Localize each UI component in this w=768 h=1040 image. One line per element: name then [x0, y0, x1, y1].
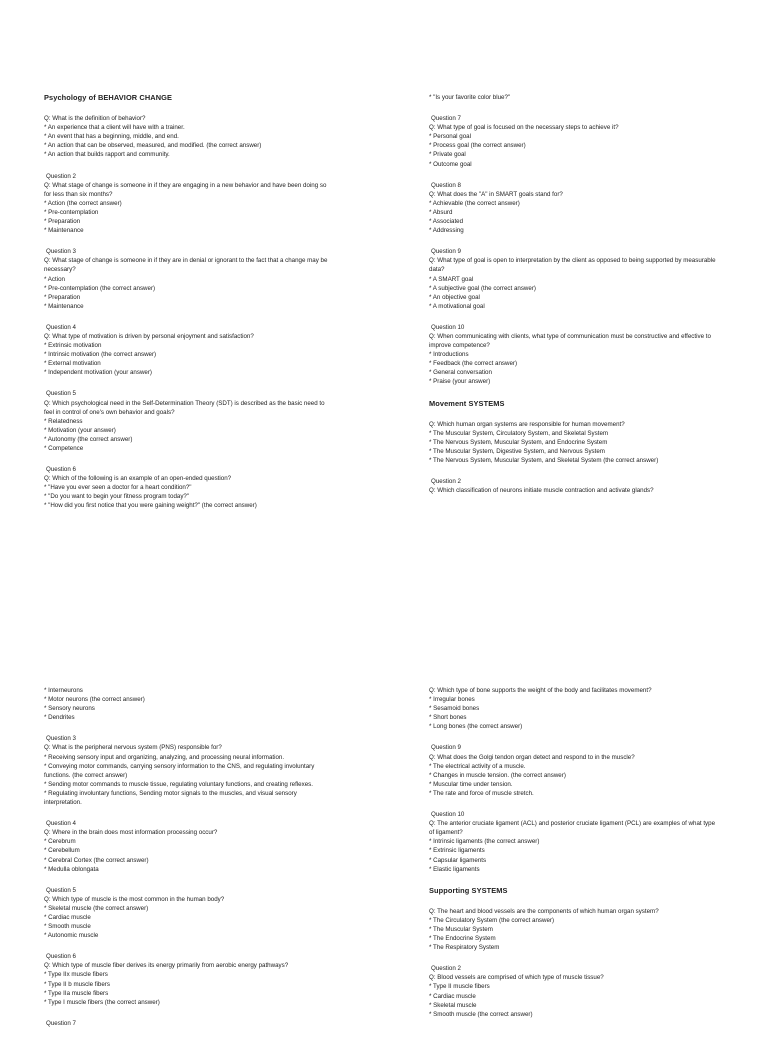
question-text: Q: What does the Golgi tendon organ detect and respond to in the muscle?	[429, 753, 635, 761]
question-text: Q: When communicating with clients, what type of communication must be constructive and effective to improve competence?	[429, 332, 713, 350]
question-block	[44, 952, 334, 1007]
answer-option: * Smooth muscle	[44, 923, 91, 931]
question-block	[429, 247, 719, 311]
answer-option: * Absurd	[429, 208, 453, 216]
page-top	[0, 0, 768, 512]
answer-option: * Autonomy (the correct answer)	[44, 435, 133, 443]
question-number: Question 7	[431, 115, 461, 123]
answer-option: * Type II muscle fibers	[429, 983, 490, 991]
answer-option: * Private goal	[429, 151, 466, 159]
question-number: Question 2	[431, 478, 461, 486]
answer-option: * The Muscular System	[429, 925, 493, 933]
answer-option: * Autonomic muscle	[44, 932, 99, 940]
page-bottom	[0, 512, 768, 1027]
question-text: Q: The heart and blood vessels are the components of which human organ system?	[429, 907, 659, 915]
answer-option: * Sending motor commands to muscle tissue, regulating voluntary functions, and creating reflexes.	[44, 780, 313, 788]
question-text: Q: Which type of muscle fiber derives its energy primarily from aerobic energy pathways?	[44, 962, 289, 970]
question-block	[44, 886, 334, 941]
question-block	[429, 114, 719, 169]
answer-option: * General conversation	[429, 369, 492, 377]
answer-option: * Motivation (your answer)	[44, 426, 116, 434]
answer-option: * Elastic ligaments	[429, 865, 480, 873]
question-text: Q: Blood vessels are comprised of which type of muscle tissue?	[429, 974, 604, 982]
answer-option: * Dendrites	[44, 714, 75, 722]
answer-option: * Praise (your answer)	[429, 378, 491, 386]
question-text: Q: What does the "A" in SMART goals stand for?	[429, 190, 563, 198]
question-block	[44, 734, 334, 807]
question-text: Q: Which classification of neurons initiate muscle contraction and activate glands?	[429, 487, 654, 495]
answer-option: * Changes in muscle tension. (the correct answer)	[429, 771, 566, 779]
section-heading: Supporting SYSTEMS	[429, 885, 508, 895]
column-left	[44, 686, 334, 1040]
answer-option: * Type I muscle fibers (the correct answer)	[44, 998, 160, 1006]
answer-option: * Associated	[429, 218, 464, 226]
answer-option: * Type IIa muscle fibers	[44, 989, 109, 997]
question-number: Question 5	[46, 390, 76, 398]
answer-option: * "How did you first notice that you were gaining weight?" (the correct answer)	[44, 502, 257, 510]
question-block	[44, 114, 334, 159]
section-heading: Psychology of BEHAVIOR CHANGE	[44, 93, 173, 102]
answer-option: * Maintenance	[44, 302, 84, 310]
answer-option: * Preparation	[44, 218, 81, 226]
question-block	[44, 465, 334, 510]
question-number: Question 9	[431, 248, 461, 256]
answer-option: * The Circulatory System (the correct answer)	[429, 916, 555, 924]
question-text: Q: What stage of change is someone in if they are engaging in a new behavior and have been doing so for less than six months?	[44, 181, 329, 198]
answer-option: * The Muscular System, Digestive System, and Nervous System	[429, 447, 605, 455]
question-block	[429, 181, 719, 236]
question-block	[44, 323, 334, 378]
answer-option: * Relatedness	[44, 417, 83, 425]
answer-option: * The electrical activity of a muscle.	[429, 762, 526, 770]
question-block	[429, 810, 719, 874]
answer-option: * Medulla oblongata	[44, 865, 99, 873]
question-block	[429, 964, 719, 1019]
answer-option: * "Is your favorite color blue?"	[429, 94, 511, 101]
answer-option: * Extrinsic motivation	[44, 342, 102, 350]
question-number: Question 10	[431, 323, 465, 331]
question-number: Question 2	[46, 172, 76, 180]
question-number: Question 10	[431, 811, 465, 819]
answer-option: * Intrinsic ligaments (the correct answer)	[429, 838, 540, 846]
question-block	[44, 389, 334, 453]
question-text: Q: Where in the brain does most information processing occur?	[44, 829, 218, 837]
answer-option: * Long bones (the correct answer)	[429, 723, 523, 731]
question-block	[44, 819, 334, 874]
answer-option: * Achievable (the correct answer)	[429, 199, 520, 207]
answer-option: * Regulating involuntary functions, Sending motor signals to the muscles, and visual sensory interpretation.	[44, 789, 299, 807]
answer-option: * Pre-contemplation	[44, 208, 99, 216]
answer-option: * Extrinsic ligaments	[429, 847, 485, 855]
answer-option: * Action	[44, 275, 65, 283]
answer-option: * The Muscular System, Circulatory System, and Skeletal System	[429, 429, 609, 437]
answer-option: * An action that builds rapport and community.	[44, 151, 170, 159]
question-block	[44, 1019, 334, 1028]
answer-option: * An experience that a client will have with a trainer.	[44, 124, 185, 132]
answer-option: * Addressing	[429, 227, 464, 235]
question-block	[429, 907, 719, 952]
answer-option: * Smooth muscle (the correct answer)	[429, 1010, 533, 1018]
answer-option: * Muscular time under tension.	[429, 780, 513, 788]
answer-option: * Sesamoid bones	[429, 705, 480, 713]
answer-option: * Outcome goal	[429, 160, 472, 168]
question-block	[44, 172, 334, 236]
question-number: Question 9	[431, 744, 461, 752]
question-block	[429, 743, 719, 798]
answer-option: * Feedback (the correct answer)	[429, 360, 518, 368]
answer-option: * Maintenance	[44, 227, 84, 235]
answer-option: * Process goal (the correct answer)	[429, 142, 526, 150]
question-block	[429, 323, 719, 387]
answer-option: * "Do you want to begin your fitness program today?"	[44, 493, 190, 501]
answer-option: * Intrinsic motivation (the correct answer)	[44, 351, 157, 359]
answer-option: * Receiving sensory input and organizing, analyzing, and processing neural information.	[44, 753, 285, 761]
answer-option: * "Have you ever seen a doctor for a heart condition?"	[44, 484, 192, 492]
answer-option: * An action that can be observed, measured, and modified. (the correct answer)	[44, 142, 262, 150]
answer-option: * A subjective goal (the correct answer)	[429, 284, 536, 292]
answer-option: * Personal goal	[429, 133, 471, 141]
answer-option: * External motivation	[44, 360, 101, 368]
column-right	[429, 93, 719, 507]
answer-option: * Cardiac muscle	[44, 913, 91, 921]
question-block	[44, 247, 334, 311]
answer-option: * An objective goal	[429, 293, 480, 301]
column-left	[44, 93, 334, 523]
question-text: Q: The anterior cruciate ligament (ACL) and posterior cruciate ligament (PCL) are examples of what type of ligament?	[429, 820, 717, 837]
answer-option: * Conveying motor commands, carrying sensory information to the CNS, and regulating involuntary functions. (the correct answer)	[44, 762, 317, 779]
answer-option: * Skeletal muscle	[429, 1001, 477, 1009]
answer-option: * Capsular ligaments	[429, 856, 487, 864]
question-number: Question 5	[46, 886, 76, 894]
answer-option: * The Nervous System, Muscular System, and Skeletal System (the correct answer)	[429, 457, 659, 464]
question-text: Q: Which psychological need in the Self-Determination Theory (SDT) is described as the basic need to feel in control of one's own behavior and goals?	[44, 399, 327, 416]
answer-option: * An event that has a beginning, middle, and end.	[44, 133, 179, 141]
section-heading: Movement SYSTEMS	[429, 398, 505, 408]
question-block	[429, 686, 719, 731]
question-number: Question 4	[46, 323, 76, 331]
column-right	[429, 686, 719, 1031]
answer-option: * The Respiratory System	[429, 944, 500, 952]
answer-option: * Irregular bones	[429, 696, 475, 704]
question-text: Q: Which type of muscle is the most common in the human body?	[44, 895, 225, 903]
answer-option: * A SMART goal	[429, 275, 474, 283]
answer-option: * The Nervous System, Muscular System, and Endocrine System	[429, 438, 608, 446]
answer-option: * Interneurons	[44, 687, 83, 694]
answer-option: * The rate and force of muscle stretch.	[429, 789, 534, 797]
answer-option: * A motivational goal	[429, 302, 485, 310]
answer-option: * Introductions	[429, 351, 469, 359]
question-number: Question 3	[46, 735, 76, 743]
answer-option: * Pre-contemplation (the correct answer)	[44, 284, 156, 292]
question-text: Q: Which of the following is an example of an open-ended question?	[44, 475, 232, 483]
answer-option: * Cerebellum	[44, 847, 80, 855]
answer-option: * Short bones	[429, 714, 467, 722]
question-text: Q: What type of goal is focused on the necessary steps to achieve it?	[429, 124, 619, 132]
question-text: Q: What is the definition of behavior?	[44, 115, 146, 123]
answer-option: * Preparation	[44, 293, 81, 301]
answer-option: * The Endocrine System	[429, 935, 496, 943]
question-text: Q: Which human organ systems are responsible for human movement?	[429, 420, 625, 428]
question-text: Q: What is the peripheral nervous system (PNS) responsible for?	[44, 744, 222, 752]
question-number: Question 4	[46, 820, 76, 828]
question-number: Question 7	[46, 1019, 76, 1027]
answer-option: * Skeletal muscle (the correct answer)	[44, 904, 149, 912]
answer-option: * Cerebral Cortex (the correct answer)	[44, 856, 149, 864]
question-number: Question 3	[46, 248, 76, 256]
answer-option: * Independent motivation (your answer)	[44, 369, 152, 377]
question-text: Q: Which type of bone supports the weight of the body and facilitates movement?	[429, 687, 652, 694]
question-number: Question 8	[431, 181, 461, 189]
question-number: Question 6	[46, 466, 76, 474]
question-number: Question 2	[431, 965, 461, 973]
answer-option: * Cerebrum	[44, 838, 76, 846]
question-text: Q: What type of goal is open to interpretation by the client as opposed to being supported by measurable data?	[429, 257, 718, 274]
question-text: Q: What stage of change is someone in if they are in denial or ignorant to the fact that a change may be necessary?	[44, 257, 330, 274]
answer-option: * Type II b muscle fibers	[44, 980, 110, 988]
answer-option: * Sensory neurons	[44, 705, 95, 713]
answer-option: * Action (the correct answer)	[44, 199, 122, 207]
answer-option: * Cardiac muscle	[429, 992, 476, 1000]
question-block	[429, 420, 719, 465]
answer-option: * Motor neurons (the correct answer)	[44, 696, 145, 704]
question-number: Question 6	[46, 953, 76, 961]
question-block	[44, 686, 334, 722]
question-block	[429, 477, 719, 495]
question-text: Q: What type of motivation is driven by personal enjoyment and satisfaction?	[44, 332, 254, 340]
answer-option: * Competence	[44, 445, 84, 452]
answer-option: * Type IIx muscle fibers	[44, 971, 108, 979]
